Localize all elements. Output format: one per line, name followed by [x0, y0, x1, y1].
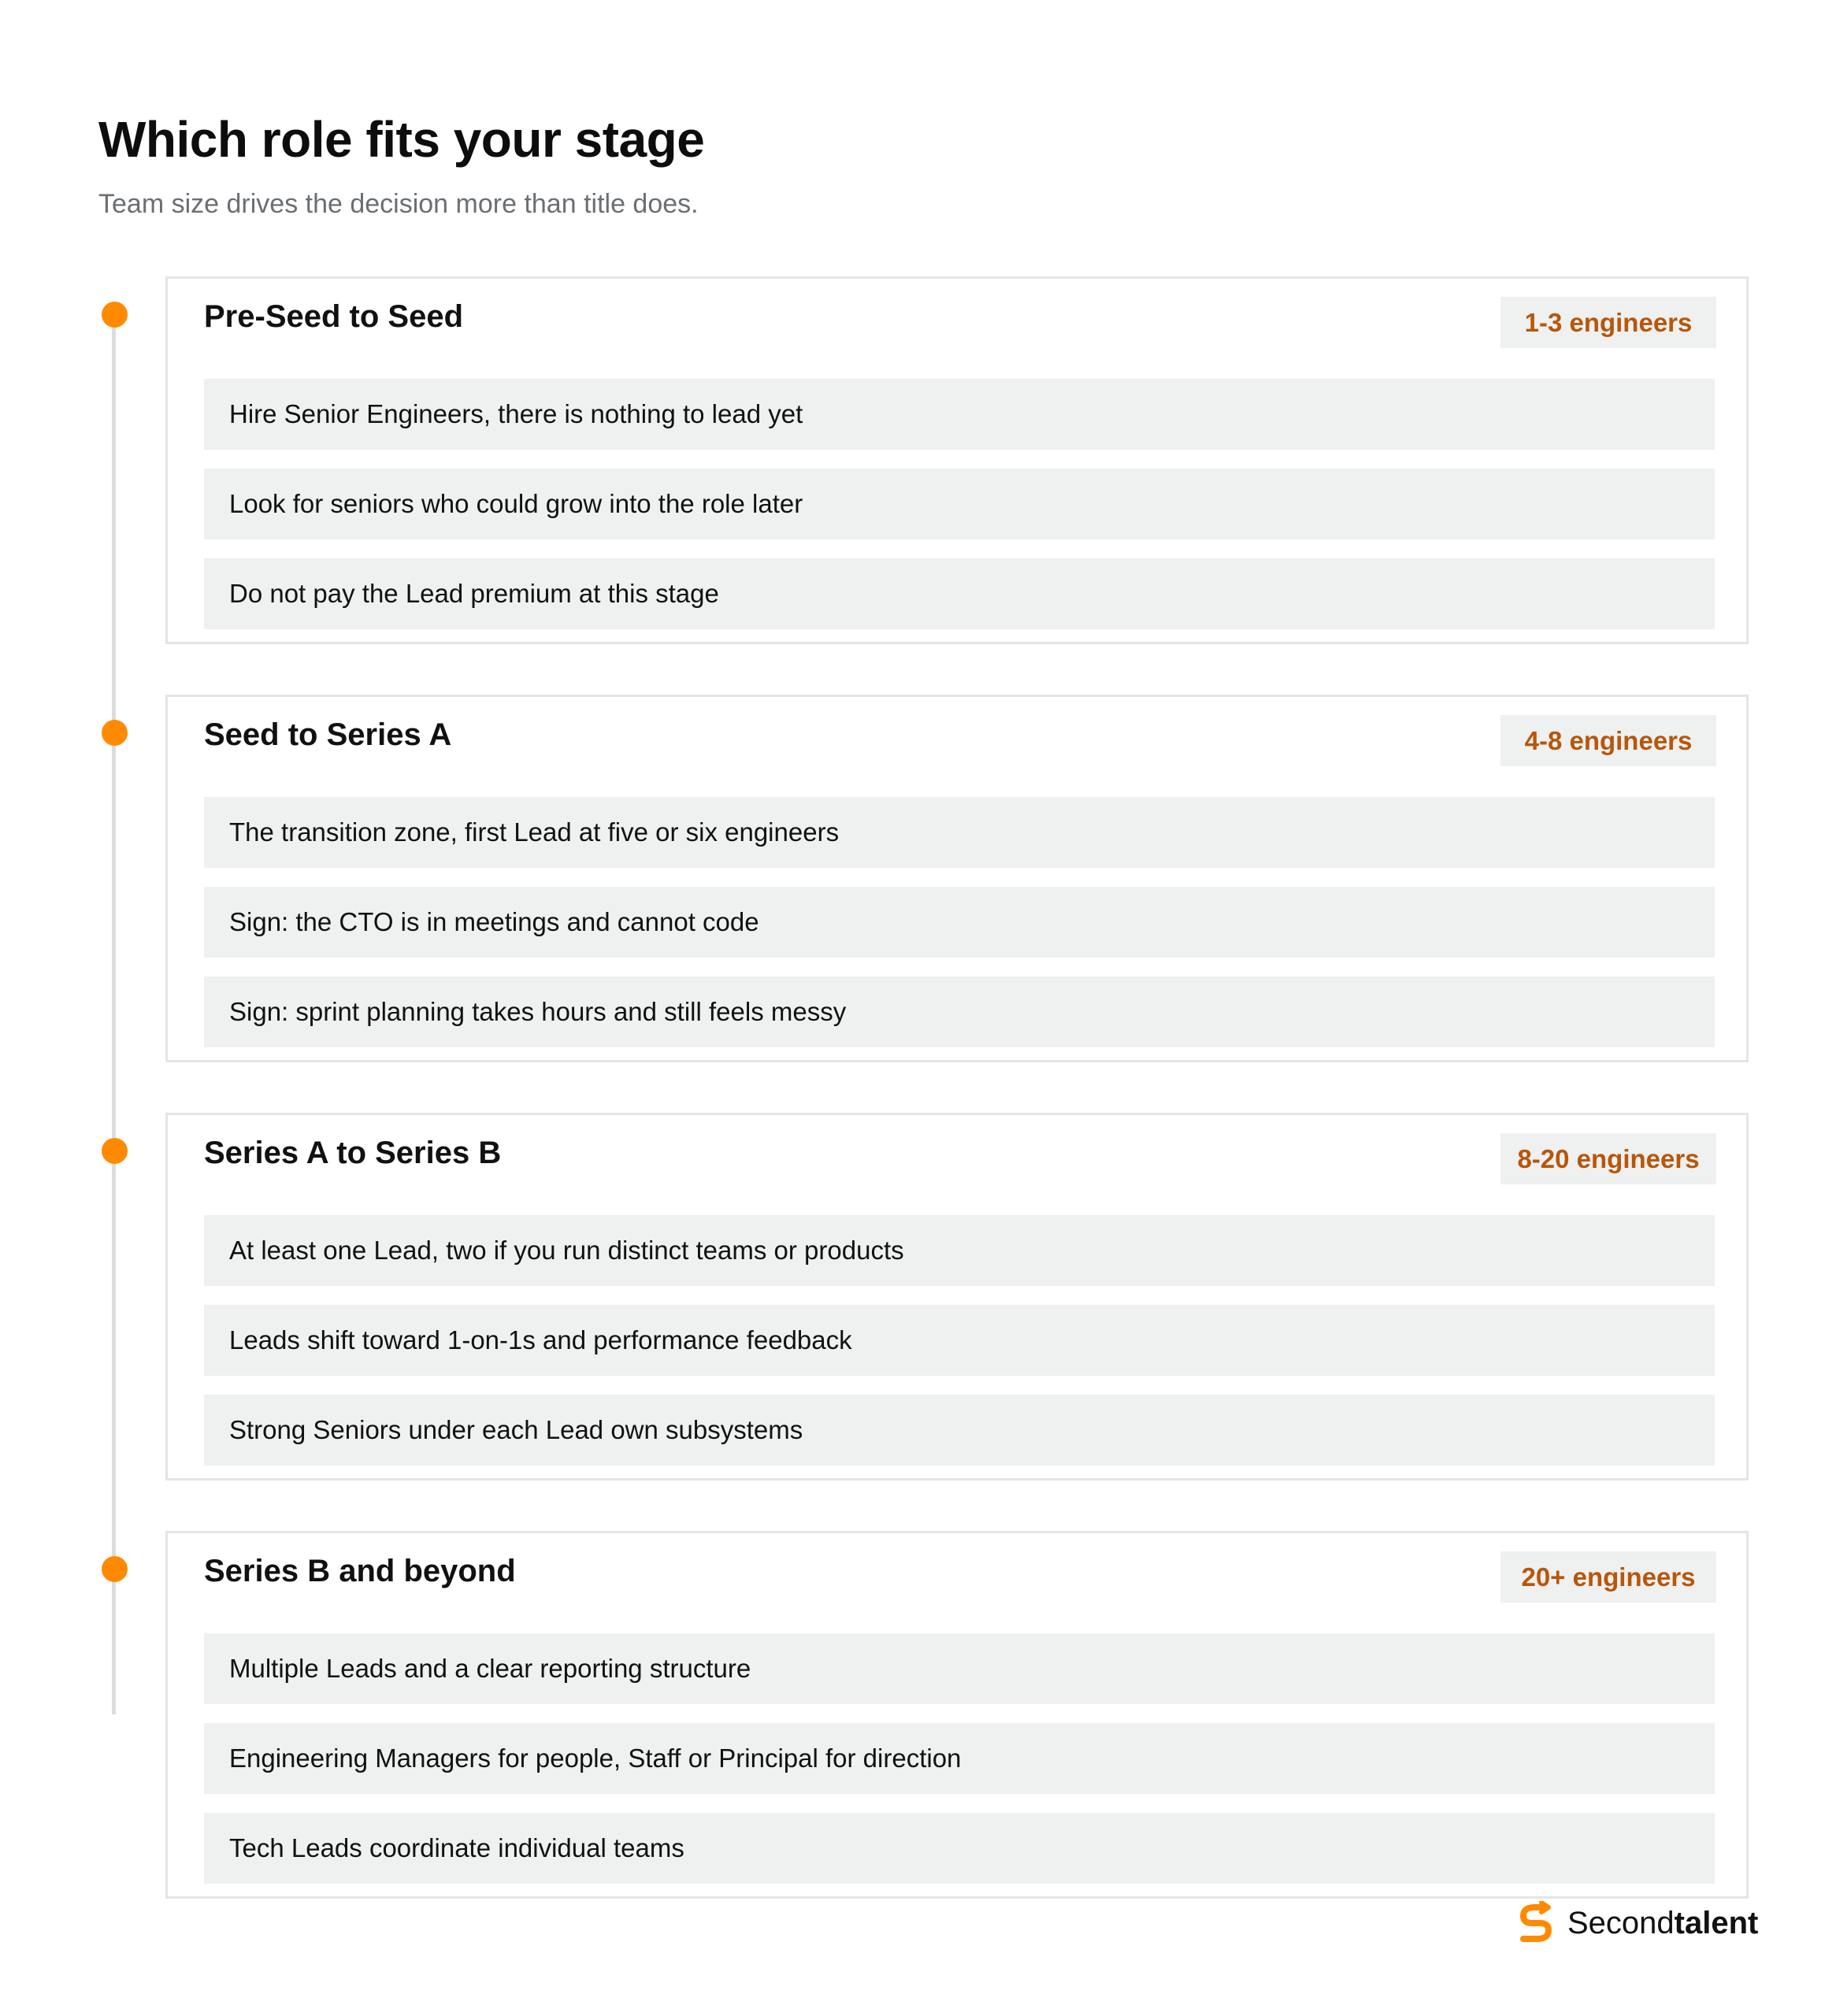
page-subtitle: Team size drives the decision more than title does. — [98, 189, 699, 219]
stage-item: Sign: sprint planning takes hours and still feels messy — [204, 976, 1715, 1047]
stage-item: Hire Senior Engineers, there is nothing to lead yet — [204, 379, 1715, 450]
stage-title: Pre-Seed to Seed — [204, 299, 464, 334]
stage-card-pre-seed — [165, 276, 1749, 644]
timeline-dot-icon — [102, 1138, 128, 1164]
stage-card-series-a-b — [165, 1113, 1749, 1480]
stage-card-series-b-beyond — [165, 1531, 1749, 1899]
team-size-badge: 8-20 engineers — [1500, 1133, 1716, 1184]
stage-items — [204, 1215, 1715, 1466]
logo-name-bold: talent — [1674, 1905, 1759, 1940]
team-size-badge: 1-3 engineers — [1500, 297, 1716, 348]
secondtalent-s-icon — [1515, 1901, 1556, 1945]
stage-item: Tech Leads coordinate individual teams — [204, 1813, 1715, 1884]
stage-title: Series B and beyond — [204, 1554, 516, 1588]
stage-title: Series A to Series B — [204, 1136, 502, 1170]
timeline-dot-icon — [102, 302, 128, 328]
stage-item: Leads shift toward 1-on-1s and performance feedback — [204, 1305, 1715, 1376]
stage-items — [204, 1633, 1715, 1884]
stage-item: Engineering Managers for people, Staff or Principal for direction — [204, 1723, 1715, 1794]
stage-item: The transition zone, first Lead at five or six engineers — [204, 797, 1715, 868]
timeline-dot-icon — [102, 1556, 128, 1582]
secondtalent-logo — [1515, 1899, 1758, 1947]
page-title: Which role fits your stage — [98, 111, 705, 168]
timeline-line — [112, 313, 116, 1714]
team-size-badge: 4-8 engineers — [1500, 715, 1716, 766]
stage-title: Seed to Series A — [204, 717, 452, 752]
stage-item: Sign: the CTO is in meetings and cannot code — [204, 887, 1715, 958]
logo-wordmark — [1567, 1906, 1758, 1941]
stage-item: Strong Seniors under each Lead own subsystems — [204, 1395, 1715, 1466]
stage-item: Do not pay the Lead premium at this stage — [204, 558, 1715, 629]
logo-name-light: Second — [1567, 1905, 1675, 1940]
stage-item: At least one Lead, two if you run distinct teams or products — [204, 1215, 1715, 1286]
stage-card-seed-series-a — [165, 695, 1749, 1062]
stage-items — [204, 379, 1715, 629]
team-size-badge: 20+ engineers — [1500, 1551, 1716, 1603]
stage-item: Multiple Leads and a clear reporting structure — [204, 1633, 1715, 1704]
stage-items — [204, 797, 1715, 1047]
stage-item: Look for seniors who could grow into the role later — [204, 469, 1715, 539]
timeline-dot-icon — [102, 720, 128, 746]
